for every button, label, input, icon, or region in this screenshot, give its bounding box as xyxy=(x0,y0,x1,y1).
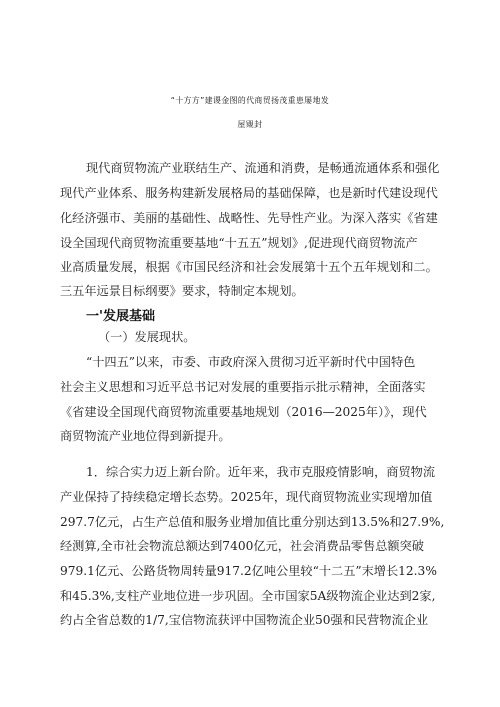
document-title-line-1: “十方方”建谡金图的代商贸扬茂重患屡地发 xyxy=(170,96,330,105)
para2-line: 社会主义思想和习近平总书记对发展的重要指示批示精神，全面落实 xyxy=(60,380,426,394)
para2-line: 《省建设全国现代商贸物流重要基地规划（2016—2025年）》，现代 xyxy=(60,405,427,419)
para3-line: 经测算,全市社会物流总额达到7400亿元，社会消费品零售总额突破 xyxy=(60,539,424,553)
subheading: （一）发展现状。 xyxy=(98,330,196,344)
para1-line: 设全国现代商贸物流重要基地“十五五”规划》,促进现代商贸物流产 xyxy=(60,236,418,250)
para1-line: 现代产业体系、服务构建新发展格局的基础保障，也是新时代建设现代 xyxy=(60,186,438,200)
para3-line: 297.7亿元，占生产总值和服务业增加值比重分别达到13.5%和27.9%, xyxy=(60,515,445,529)
para1-line: 三五年远景目标纲要》要求，特制定本规划。 xyxy=(60,284,304,298)
para3-line: 产业保持了持续稳定增长态势。2025年，现代商贸物流业实现增加值 xyxy=(60,490,433,504)
document-title-line-2: 屋覭封 xyxy=(237,120,263,129)
para1-line: 业高质量发展，根据《市国民经济和社会发展第十五个五年规划和二。 xyxy=(60,260,438,274)
section-heading: 一'发展基础 xyxy=(86,309,155,324)
para3-line: 979.1亿元、公路货物周转量917.2亿吨公里较“十二五”末增长12.3% xyxy=(60,564,437,578)
para2-line: “十四五”以来，市委、市政府深入贯彻习近平新时代中国特色 xyxy=(86,355,416,369)
para1-line: 现代商贸物流产业联结生产、流通和消费，是畅通流通体系和强化 xyxy=(86,161,440,175)
para3-line: 1．综合实力迈上新台阶。近年来，我市克服疫情影响，商贸物流 xyxy=(86,465,436,479)
para1-line: 化经济强市、美丽的基础性、战略性、先导性产业。为深入落实《省建 xyxy=(60,211,438,225)
para3-line: 和45.3%,支柱产业地位进一步巩固。全市国家5A级物流企业达到2家, xyxy=(60,589,436,603)
para3-line: 约占全省总数的1/7,宝信物流获评中国物流企业50强和民营物流企业 xyxy=(60,613,429,627)
para2-line: 商贸物流产业地位得到新提升。 xyxy=(60,429,231,443)
